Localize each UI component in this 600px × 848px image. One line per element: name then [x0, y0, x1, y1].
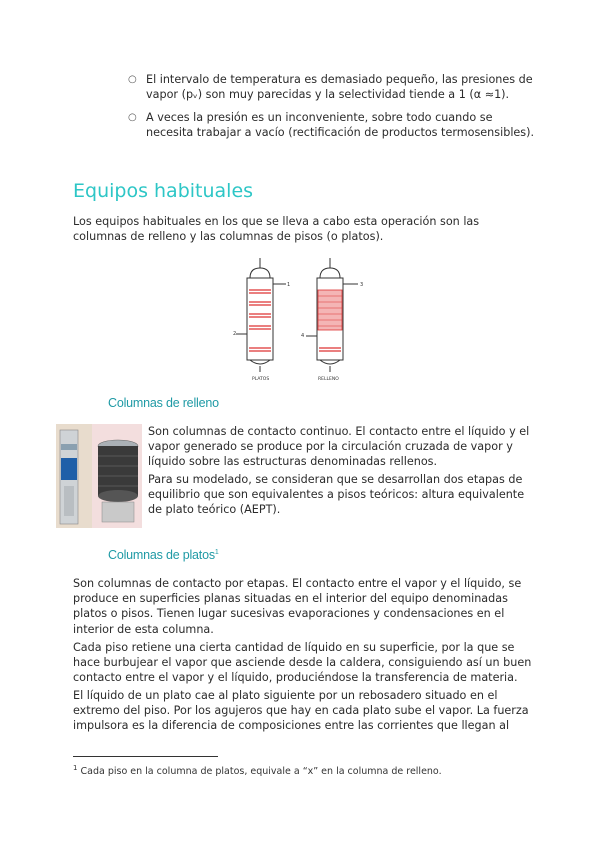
footnote-ref: 1	[214, 548, 219, 556]
platos-paragraph-1: Son columnas de contacto por etapas. El contacto entre el vapor y el líquido, se produce en superficies planas situadas en el interior del equipo denominadas platos o pisos. Tienen lugar sucesivas evaporaciones y condensaciones en el interior de esta columna.	[73, 577, 522, 636]
bullet-circle-icon: ○	[128, 74, 137, 85]
platos-paragraph-2: Cada piso retiene una cierta cantidad de líquido en su superficie, por la que se hace burbujear el vapor que asciende desde la caldera, consiguiendo así un buen contacto entre el vapor y el líquido, produciéndose la transferencia de materia.	[73, 641, 532, 685]
platos-column-diagram	[233, 258, 290, 382]
intro-paragraph: Los equipos habituales en los que se lleva a cabo esta operación son las columnas de relleno y las columnas de pisos (o platos).	[73, 215, 480, 244]
platos-paragraph-3: El líquido de un plato cae al plato siguiente por un rebosadero situado en el extremo del piso. Por los agujeros que hay en cada plato sube el vapor. La fuerza impulsora es la diferencia de composiciones entre las corrientes que llegan al	[73, 689, 529, 733]
figure-mark-4: 4	[301, 333, 305, 339]
bullet-text: A veces la presión es un inconveniente, sobre todo cuando se necesita trabajar a vacío (rectificación de productos termosensibles).	[146, 111, 535, 139]
footnote-text: Cada piso en la columna de platos, equivale a “x” en la columna de relleno.	[80, 766, 442, 778]
bullet-item	[128, 110, 538, 140]
footnote-divider	[73, 756, 218, 757]
figure-mark-2: 2	[233, 331, 237, 337]
figure-mark-1: 1	[287, 282, 291, 288]
relleno-paragraph-2: Para su modelado, se consideran que se desarrollan dos etapas de equilibrio que son equivalentes a pisos teóricos: altura equivalente de plato teórico (AEPT).	[148, 473, 525, 517]
bullet-item	[128, 72, 538, 102]
bullet-circle-icon: ○	[128, 112, 137, 123]
relleno-label: RELLENO	[318, 377, 339, 382]
platos-label: PLATOS	[252, 377, 270, 382]
platos-heading-text: Columnas de platos	[108, 548, 215, 562]
bullet-text: El intervalo de temperatura es demasiado pequeño, las presiones de vapor (pᵥ) son muy parecidas y la selectividad tiende a 1 (α ≈1).	[146, 73, 533, 101]
footnote-mark: 1	[73, 764, 78, 772]
relleno-paragraph-1: Son columnas de contacto continuo. El contacto entre el líquido y el vapor generado se produce por la circulación cruzada de vapor y líquido sobre las estructuras denominadas rellenos.	[148, 425, 530, 469]
footnote	[73, 764, 442, 777]
columns-figure	[228, 256, 378, 382]
packed-column-photo	[56, 424, 142, 528]
figure-mark-3: 3	[360, 282, 364, 288]
section-title: Equipos habituales	[73, 180, 254, 202]
relleno-heading: Columnas de relleno	[108, 396, 219, 410]
relleno-column-diagram	[301, 258, 363, 382]
platos-heading	[108, 548, 219, 562]
